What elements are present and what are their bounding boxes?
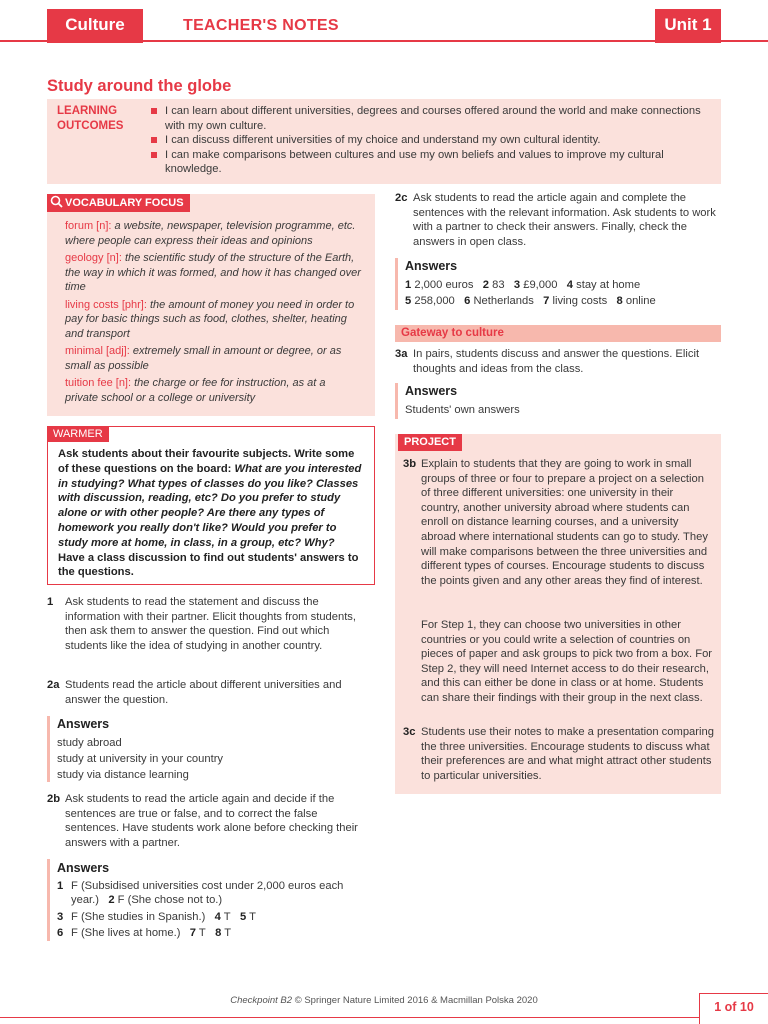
vocab-entry: tuition fee [n]: the charge or fee for instruction, as at a private school or a college or university [65,377,326,404]
bullet-icon [151,108,157,114]
page-title: Study around the globe [47,77,232,95]
step-3a: 3a In pairs, students discuss and answer the questions. Elicit thoughts and ideas from the class. [395,348,700,375]
warmer-text: Ask students about their favourite subjects. Write some of these questions on the board: What are you interested in studying? What types of classes do you like? Classes with discussion, reading, etc? Do you prefer to study alone or with other people? Are there any types of homework you really don't like? Would you prefer to study more at home, in class, in a group, etc? Why? Have a class discussion to find out students' answers to the questions. [58,448,362,579]
answers-2b: Answers 1 F (Subsidised universities cost under 2,000 euros each year.) 2 F (She chose not to.) 3 F (She studies in Spanish.) 4 T 5 T 6 F (She lives at home.) 7 T 8 T [47,859,369,941]
bullet-icon [151,137,157,143]
project-tag: PROJECT [398,434,462,451]
learning-outcomes-label: LEARNING OUTCOMES [57,105,124,132]
page-number: 1 of 10 [699,993,768,1024]
answers-2a: Answers study abroad study at university in your country study via distance learning [47,716,365,782]
vocabulary-focus-box [47,194,375,416]
answers-3a: Answers Students' own answers [395,383,721,419]
outcome-item: I can discuss different universities of my choice and understand my own cultural identity. [151,133,713,148]
learning-outcomes-list [151,104,713,177]
learning-outcomes-box [47,99,721,184]
answer-row: 5 258,000 6 Netherlands 7 living costs 8 online [405,294,656,307]
step-1: 1 Ask students to read the statement and discuss the information with their partner. Elicit thoughts from students, then ask them to answer the question. Find out which students like the idea of studying in another country. [47,596,357,652]
warmer-tag: WARMER [47,426,109,442]
answers-2c: Answers 1 2,000 euros 2 83 3 £9,000 4 stay at home 5 258,000 6 Netherlands 7 living costs 8 online [395,258,721,310]
outcome-item: I can learn about different universities, degrees and courses offered around the world and make connections with my own culture. [151,104,713,133]
answer-row: 3 F (She studies in Spanish.) 4 T 5 T [57,910,256,923]
vocab-entry: geology [n]: the scientific study of the structure of the Earth, the way in which it was formed, and how it has changed over time [65,252,361,293]
unit-badge: Unit 1 [655,9,721,43]
gateway-to-culture-heading: Gateway to culture [395,325,721,342]
bullet-icon [151,152,157,158]
vocabulary-focus-tag: VOCABULARY FOCUS [47,194,190,212]
step-3b: 3b Explain to students that they are going to work in small groups of three or four to prepare a project on a selection of three different universities: one university in their country, another university abroad where students can enroll on distance learning courses, and a university abroad where international students can go to study. They will make comparisons between the three universities and different types of courses. Encourage students to discuss the points given and any other areas they find of interest. [403,458,708,587]
vocab-entry: forum [n]: a website, newspaper, television programme, etc. where people can express their ideas and opinions [65,220,356,247]
section-badge: Culture [47,9,143,43]
answer-row: 1 F (Subsidised universities cost under 2,000 euros each year.) 2 F (She chose not to.) [57,879,344,907]
step-2c: 2c Ask students to read the article again and complete the sentences with the relevant information. Ask students to work with a partner to check their answers. Finally, check the answers in open class. [395,192,716,248]
step-3c: 3c Students use their notes to make a presentation comparing the three universities. Encourage students to discuss what their preferences are and what might attract other students to particular universities. [403,726,714,782]
project-box [395,434,721,794]
vocabulary-list [65,219,361,405]
vocab-entry: minimal [adj]: extremely small in amount or degree, or as small as possible [65,345,342,372]
outcome-item: I can make comparisons between cultures and use my own beliefs and values to improve my cultural knowledge. [151,148,713,177]
teachers-notes-heading: TEACHER'S NOTES [183,17,339,34]
footer-rule [0,1017,700,1018]
answer-row: 6 F (She lives at home.) 7 T 8 T [57,927,232,940]
step-2b: 2b Ask students to read the article again and decide if the sentences are true or false, and to correct the false sentences. Have students work alone before checking their answers with a partner. [47,793,358,849]
footer-copyright: Checkpoint B2 © Springer Nature Limited 2016 & Macmillan Polska 2020 [230,995,538,1006]
answer-row: 1 2,000 euros 2 83 3 £9,000 4 stay at home [405,278,641,291]
magnifier-icon [50,195,63,208]
warmer-box [47,426,375,585]
vocab-entry: living costs [phr]: the amount of money you need in order to pay for basic things such as food, clothes, shelter, heating and transport [65,298,355,340]
step-3b-continued: For Step 1, they can choose two universities in other countries or you could write a selection of countries on pieces of paper and ask groups to pick two from a box. For Step 2, they will need Internet access to do their research, and this can either be done in class or at home. Students can share their findings with their group in the next class. [421,619,713,704]
step-2a: 2a Students read the article about different universities and answer the question. [47,679,342,706]
